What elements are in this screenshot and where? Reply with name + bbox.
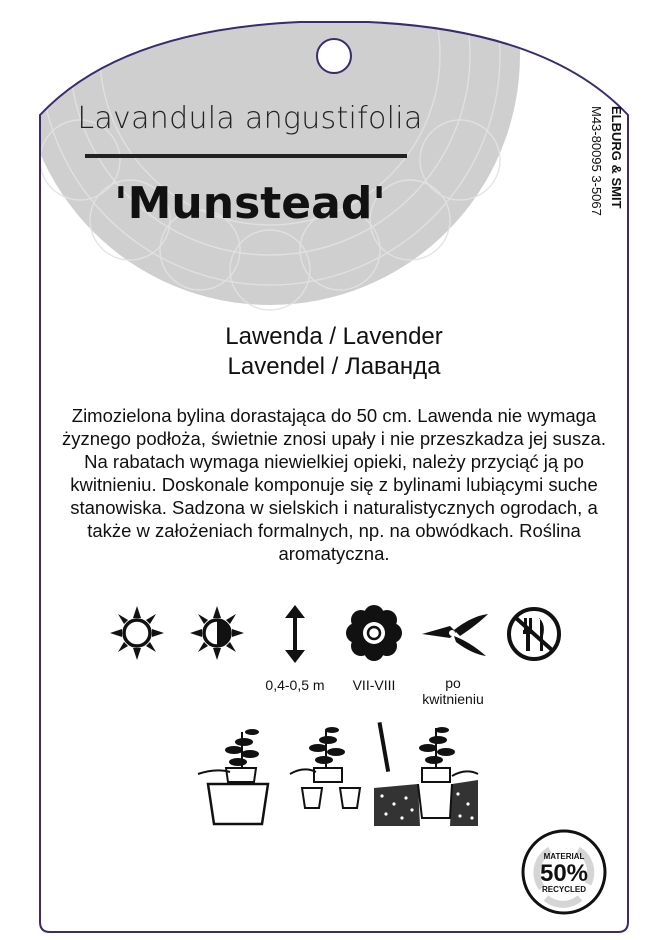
flowering-caption: VII-VIII	[352, 677, 396, 693]
not-edible-icon	[506, 606, 562, 662]
pruning-caption-line2: kwitnieniu	[422, 691, 484, 707]
title-divider	[85, 154, 407, 158]
cultivar-name: 'Munstead'	[114, 178, 386, 229]
pruning-caption	[408, 675, 498, 707]
badge-line3: RECYCLED	[541, 885, 587, 894]
pruning-shears-icon	[420, 612, 490, 658]
hanging-hole	[317, 39, 351, 73]
description-text: Zimozielona bylina dorastająca do 50 cm. Lawenda nie wymaga żyznego podłoża, świetnie znosi upały i nie przeszkadza jej susza. Na rabatach wymaga niewielkiej opieki, należy przyciąć ją po kwitnieniu. Doskonale komponuje się z bylinami lubiącymi suche stanowiska. Sadzona w sielskich i naturalistycznych ogrodach, a także w założeniach formalnych, np. na obwódkach. Roślina aromatyczna.	[62, 405, 606, 564]
recycled-material-badge	[520, 828, 608, 916]
half-shade-icon	[188, 604, 246, 662]
common-names	[100, 322, 568, 382]
common-names-line1: Lawenda / Lavender	[225, 323, 443, 350]
height-arrow-icon	[283, 604, 307, 664]
product-code: M43-80095 3-5067	[589, 106, 604, 216]
latin-name: Lavandula angustifolia	[77, 101, 423, 136]
common-names-line2: Lavendel / Лаванда	[227, 353, 441, 380]
badge-line2: 50%	[539, 860, 589, 887]
planting-step-soil-icon	[372, 718, 480, 828]
brand-name: ELBURG & SMIT	[609, 106, 624, 209]
badge-line1: MATERIAL	[543, 852, 585, 861]
brand-block	[586, 104, 626, 244]
height-caption: 0,4-0,5 m	[265, 677, 325, 693]
planting-step-pot-icon	[196, 724, 278, 826]
pruning-caption-line1: po	[445, 675, 461, 691]
planting-step-remove-pot-icon	[288, 722, 370, 814]
flower-icon	[345, 604, 403, 662]
full-sun-icon	[108, 604, 166, 662]
